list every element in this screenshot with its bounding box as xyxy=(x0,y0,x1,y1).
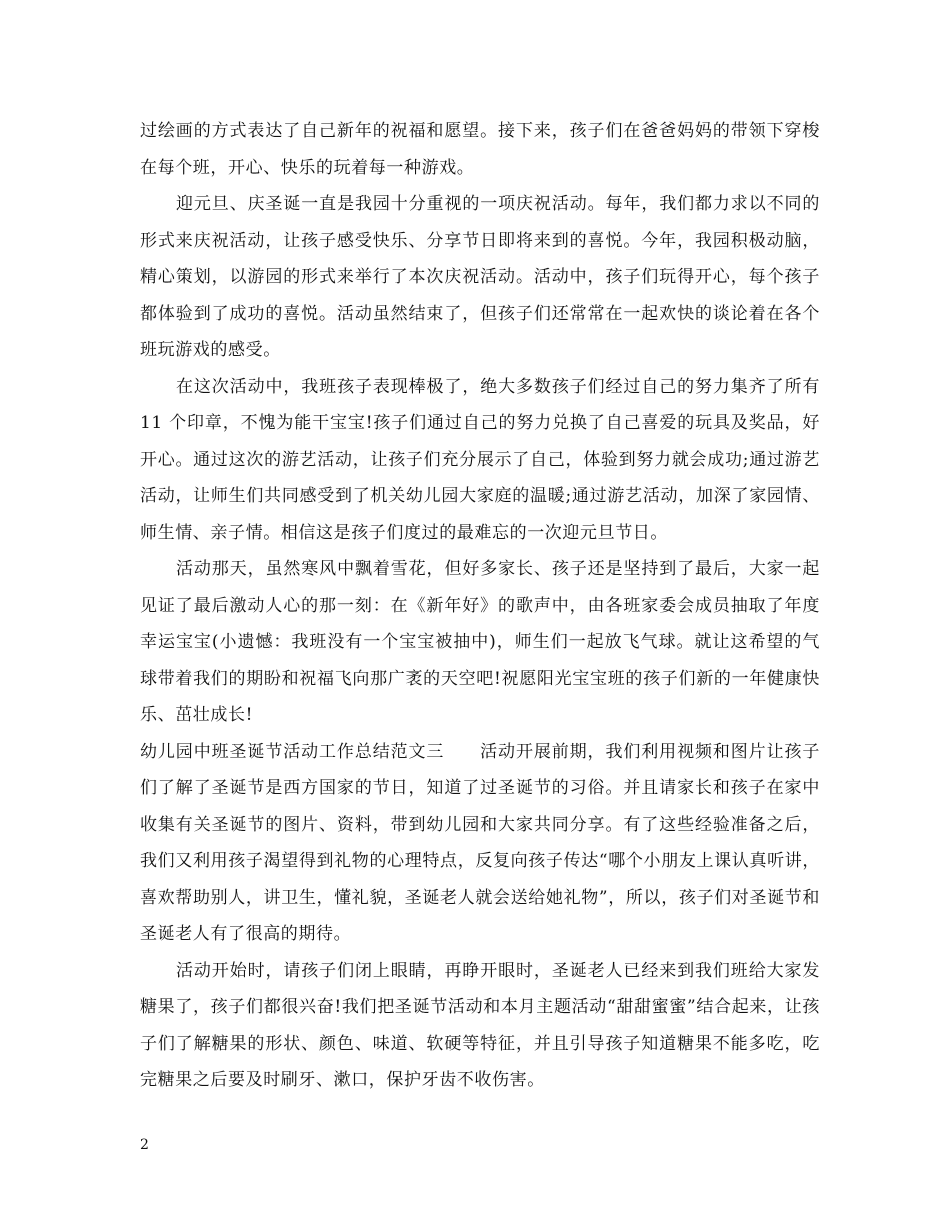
paragraph-p5 xyxy=(140,734,820,953)
paragraph-p6: 活动开始时，请孩子们闭上眼睛，再睁开眼时，圣诞老人已经来到我们班给大家发糖果了，孩子们都很兴奋!我们把圣诞节活动和本月主题活动“甜甜蜜蜜”结合起来，让孩子们了解糖果的形状、颜色、味道、软硬等特征，并且引导孩子知道糖果不能多吃，吃完糖果之后要及时刷牙、漱口，保护牙齿不收伤害。 xyxy=(140,960,820,1090)
paragraph-p2: 迎元旦、庆圣诞一直是我园十分重视的一项庆祝活动。每年，我们都力求以不同的形式来庆祝活动，让孩子感受快乐、分享节日即将来到的喜悦。今年，我园积极动脑，精心策划，以游园的形式来举行了本次庆祝活动。活动中，孩子们玩得开心，每个孩子都体验到了成功的喜悦。活动虽然结束了，但孩子们还常常在一起欢快的谈论着在各个班玩游戏的感受。 xyxy=(140,194,820,360)
page-number: 2 xyxy=(140,1137,149,1153)
paragraph-p4: 活动那天，虽然寒风中飘着雪花，但好多家长、孩子还是坚持到了最后，大家一起见证了最后激动人心的那一刻：在《新年好》的歌声中，由各班家委会成员抽取了年度幸运宝宝(小遗憾：我班没有一个宝宝被抽中)，师生们一起放飞气球。就让这希望的气球带着我们的期盼和祝福飞向那广袤的天空吧!祝愿阳光宝宝班的孩子们新的一年健康快乐、茁壮成长! xyxy=(140,559,820,725)
paragraph-p3: 在这次活动中，我班孩子表现棒极了，绝大多数孩子们经过自己的努力集齐了所有 11 个印章，不愧为能干宝宝!孩子们通过自己的努力兑换了自己喜爱的玩具及奖品，好开心。通过这次的游艺活动，让孩子们充分展示了自己，体验到努力就会成功;通过游艺活动，让师生们共同感受到了机关幼儿园大家庭的温暖;通过游艺活动，加深了家园情、师生情、亲子情。相信这是孩子们度过的最难忘的一次迎元旦节日。 xyxy=(140,376,820,543)
body-text xyxy=(140,113,820,1099)
paragraph-p5-body: 活动开展前期，我们利用视频和图片让孩子们了解了圣诞节是西方国家的节日，知道了过圣诞节的习俗。并且请家长和孩子在家中收集有关圣诞节的图片、资料，带到幼儿园和大家共同分享。有了这些经验准备之后，我们又利用孩子渴望得到礼物的心理特点，反复向孩子传达“哪个小朋友上课认真听讲，喜欢帮助别人，讲卫生，懂礼貌，圣诞老人就会送给她礼物”，所以，孩子们对圣诞节和圣诞老人有了很高的期待。 xyxy=(140,741,820,944)
section-heading: 幼儿园中班圣诞节活动工作总结范文三 xyxy=(140,741,445,762)
paragraph-p1: 过绘画的方式表达了自己新年的祝福和愿望。接下来，孩子们在爸爸妈妈的带领下穿梭在每个班，开心、快乐的玩着每一种游戏。 xyxy=(140,121,820,178)
